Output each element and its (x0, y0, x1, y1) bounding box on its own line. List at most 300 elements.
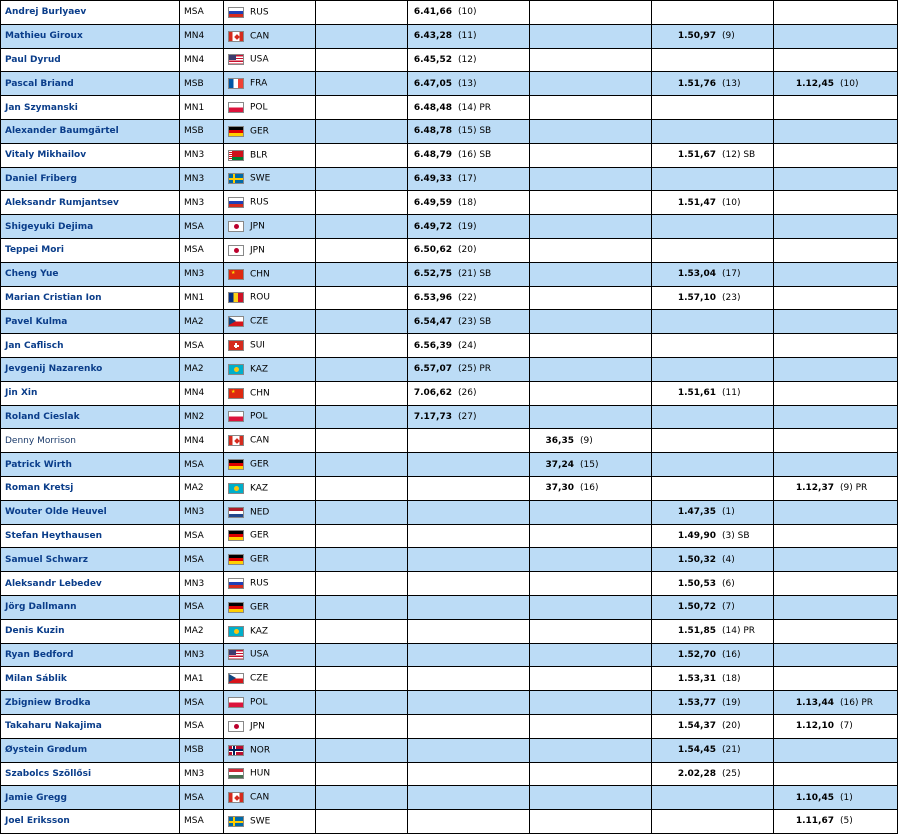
time-value: 1.47,35 (677, 507, 716, 518)
country-cell (224, 357, 316, 381)
time-cell-2 (530, 595, 652, 619)
country-cell (224, 48, 316, 72)
time-cell-2 (530, 476, 652, 500)
pol-flag-icon (228, 411, 244, 422)
time-cell-4 (774, 643, 898, 667)
empty-cell (316, 48, 408, 72)
ger-flag-icon (228, 554, 244, 565)
class-cell (180, 96, 224, 120)
time-cell-2 (530, 215, 652, 239)
time-cell-3 (652, 143, 774, 167)
time-cell-1 (408, 357, 530, 381)
time-cell-3 (652, 24, 774, 48)
time-cell-4 (774, 96, 898, 120)
usa-flag-icon (228, 54, 244, 65)
time-value: 1.50,97 (677, 31, 716, 42)
time-cell-1 (408, 215, 530, 239)
table-row (1, 405, 898, 429)
athlete-name-cell (1, 619, 180, 643)
time-value: 36,35 (545, 435, 574, 446)
country-cell (224, 167, 316, 191)
country-cell (224, 738, 316, 762)
country-cell (224, 714, 316, 738)
empty-cell (316, 548, 408, 572)
time-value: 1.53,04 (677, 269, 716, 280)
time-cell-3 (652, 500, 774, 524)
class-cell (180, 810, 224, 834)
athlete-name-cell (1, 286, 180, 310)
time-cell-1 (408, 238, 530, 262)
rank-note: (7) (840, 721, 853, 732)
athlete-name-link[interactable]: Roman Kretsj (5, 483, 74, 494)
athlete-name-link[interactable]: Zbigniew Brodka (5, 697, 91, 708)
table-row (1, 762, 898, 786)
class-label: MN1 (184, 292, 205, 303)
athlete-name-link[interactable]: Samuel Schwarz (5, 554, 88, 565)
athlete-name-cell (1, 191, 180, 215)
rank-note: (15) SB (458, 126, 492, 137)
athlete-name-cell (1, 643, 180, 667)
time-cell-4 (774, 381, 898, 405)
class-cell (180, 714, 224, 738)
table-row (1, 572, 898, 596)
empty-cell (316, 524, 408, 548)
time-value: 1.50,32 (677, 554, 716, 565)
time-cell-1 (408, 143, 530, 167)
time-cell-2 (530, 762, 652, 786)
time-cell-2 (530, 310, 652, 334)
athlete-name-link[interactable]: Shigeyuki Dejima (5, 221, 94, 232)
country-cell (224, 619, 316, 643)
rank-note: (13) (458, 78, 477, 89)
rank-note: (7) (722, 602, 735, 613)
country-code: CAN (250, 435, 270, 446)
time-cell-4 (774, 119, 898, 143)
athlete-name-link[interactable]: Wouter Olde Heuvel (5, 507, 107, 518)
class-label: MA2 (184, 626, 204, 637)
time-cell-2 (530, 429, 652, 453)
athlete-name-link[interactable]: Aleksandr Lebedev (5, 578, 102, 589)
rank-note: (21) (722, 745, 741, 756)
country-code: RUS (250, 7, 269, 18)
time-cell-1 (408, 48, 530, 72)
time-cell-3 (652, 786, 774, 810)
class-cell (180, 524, 224, 548)
country-code: SWE (250, 173, 271, 184)
rank-note: (24) (458, 340, 477, 351)
country-code: GER (250, 530, 269, 541)
time-value: 1.57,10 (677, 292, 716, 303)
results-table-body (1, 1, 898, 834)
sui-flag-icon (228, 340, 244, 351)
athlete-name-link[interactable]: Denny Morrison (5, 435, 76, 446)
time-cell-2 (530, 286, 652, 310)
empty-cell (316, 453, 408, 477)
class-cell (180, 595, 224, 619)
athlete-name-cell (1, 405, 180, 429)
time-cell-2 (530, 548, 652, 572)
class-label: MN3 (184, 150, 205, 161)
pol-flag-icon (228, 697, 244, 708)
country-cell (224, 691, 316, 715)
athlete-name-link[interactable]: Takaharu Nakajima (5, 721, 102, 732)
table-row (1, 691, 898, 715)
athlete-name-link[interactable]: Roland Cieslak (5, 411, 80, 422)
country-cell (224, 334, 316, 358)
time-cell-3 (652, 357, 774, 381)
cze-flag-icon (228, 316, 244, 327)
empty-cell (316, 405, 408, 429)
time-cell-4 (774, 1, 898, 25)
jpn-flag-icon (228, 245, 244, 256)
country-cell (224, 143, 316, 167)
class-cell (180, 381, 224, 405)
time-cell-3 (652, 643, 774, 667)
time-cell-1 (408, 762, 530, 786)
class-label: MN3 (184, 768, 205, 779)
empty-cell (316, 24, 408, 48)
athlete-name-link[interactable]: Jamie Gregg (5, 792, 67, 803)
time-cell-2 (530, 262, 652, 286)
country-code: CHN (250, 388, 270, 399)
athlete-name-link[interactable]: Teppei Mori (5, 245, 64, 256)
class-label: MSA (184, 221, 204, 232)
empty-cell (316, 262, 408, 286)
time-cell-1 (408, 476, 530, 500)
time-cell-2 (530, 786, 652, 810)
country-cell (224, 215, 316, 239)
class-label: MN1 (184, 102, 205, 113)
chn-flag-icon: ★ (228, 388, 244, 399)
class-cell (180, 548, 224, 572)
time-cell-2 (530, 381, 652, 405)
athlete-name-cell (1, 476, 180, 500)
time-value: 1.13,44 (795, 697, 834, 708)
class-label: MSA (184, 554, 204, 565)
athlete-name-cell (1, 1, 180, 25)
time-cell-4 (774, 48, 898, 72)
table-row (1, 24, 898, 48)
time-cell-2 (530, 167, 652, 191)
athlete-name-link[interactable]: Øystein Grødum (5, 745, 88, 756)
time-cell-3 (652, 714, 774, 738)
empty-cell (316, 667, 408, 691)
time-cell-3 (652, 262, 774, 286)
time-value: 37,30 (545, 483, 574, 494)
athlete-name-link[interactable]: Cheng Yue (5, 269, 59, 280)
time-cell-4 (774, 334, 898, 358)
time-cell-4 (774, 667, 898, 691)
country-cell (224, 810, 316, 834)
athlete-name-link[interactable]: Paul Dyrud (5, 54, 61, 65)
time-value: 6.48,48 (413, 102, 452, 113)
time-cell-1 (408, 643, 530, 667)
pol-flag-icon (228, 102, 244, 113)
time-cell-1 (408, 167, 530, 191)
class-cell (180, 738, 224, 762)
country-code: JPN (250, 221, 265, 232)
time-value: 1.51,76 (677, 78, 716, 89)
time-value: 6.41,66 (413, 7, 452, 18)
time-value: 7.06,62 (413, 388, 452, 399)
athlete-name-cell (1, 334, 180, 358)
empty-cell (316, 167, 408, 191)
athlete-name-cell (1, 762, 180, 786)
class-cell (180, 453, 224, 477)
athlete-name-cell (1, 357, 180, 381)
empty-cell (316, 286, 408, 310)
athlete-name-link[interactable]: Denis Kuzin (5, 626, 65, 637)
time-cell-2 (530, 643, 652, 667)
rank-note: (23) SB (458, 316, 492, 327)
empty-cell (316, 143, 408, 167)
country-code: CAN (250, 31, 270, 42)
rank-note: (10) (722, 197, 741, 208)
rank-note: (17) (458, 173, 477, 184)
time-value: 1.10,45 (795, 792, 834, 803)
athlete-name-link[interactable]: Joel Eriksson (5, 816, 70, 827)
athlete-name-cell (1, 738, 180, 762)
country-cell (224, 429, 316, 453)
time-cell-4 (774, 691, 898, 715)
time-cell-2 (530, 714, 652, 738)
table-row (1, 357, 898, 381)
time-cell-3 (652, 572, 774, 596)
hun-flag-icon (228, 768, 244, 779)
country-code: KAZ (250, 364, 269, 375)
athlete-name-link[interactable]: Jan Szymanski (5, 102, 78, 113)
country-cell (224, 548, 316, 572)
class-label: MSA (184, 697, 204, 708)
athlete-name-cell (1, 262, 180, 286)
time-cell-2 (530, 143, 652, 167)
country-cell (224, 643, 316, 667)
athlete-name-link[interactable]: Vitaly Mikhailov (5, 150, 87, 161)
time-cell-2 (530, 119, 652, 143)
time-cell-3 (652, 215, 774, 239)
empty-cell (316, 310, 408, 334)
time-cell-3 (652, 48, 774, 72)
country-cell (224, 96, 316, 120)
time-cell-3 (652, 334, 774, 358)
time-cell-2 (530, 810, 652, 834)
can-flag-icon (228, 435, 244, 446)
time-cell-2 (530, 191, 652, 215)
country-cell (224, 572, 316, 596)
table-row (1, 72, 898, 96)
athlete-name-cell (1, 381, 180, 405)
table-row (1, 215, 898, 239)
rank-note: (5) (840, 816, 853, 827)
country-code: GER (250, 554, 269, 565)
time-value: 6.52,75 (413, 269, 452, 280)
empty-cell (316, 72, 408, 96)
time-cell-2 (530, 738, 652, 762)
time-value: 1.12,37 (795, 483, 834, 494)
time-value: 1.11,67 (795, 816, 834, 827)
time-cell-1 (408, 310, 530, 334)
athlete-name-link[interactable]: Alexander Baumgärtel (5, 126, 119, 137)
jpn-flag-icon (228, 721, 244, 732)
table-row (1, 167, 898, 191)
time-cell-1 (408, 286, 530, 310)
rank-note: (16) (580, 483, 599, 494)
time-cell-3 (652, 286, 774, 310)
rank-note: (10) (840, 78, 859, 89)
athlete-name-cell (1, 572, 180, 596)
table-row (1, 238, 898, 262)
time-cell-1 (408, 405, 530, 429)
table-row (1, 810, 898, 834)
athlete-name-link[interactable]: Pascal Briand (5, 78, 74, 89)
time-cell-2 (530, 72, 652, 96)
athlete-name-link[interactable]: Patrick Wirth (5, 459, 72, 470)
athlete-name-link[interactable]: Jin Xin (5, 388, 38, 399)
class-cell (180, 191, 224, 215)
country-code: CZE (250, 316, 269, 327)
time-value: 1.53,31 (677, 673, 716, 684)
class-label: MN3 (184, 649, 205, 660)
time-cell-4 (774, 429, 898, 453)
athlete-name-cell (1, 667, 180, 691)
athlete-name-link[interactable]: Jevgenij Nazarenko (5, 364, 103, 375)
class-cell (180, 405, 224, 429)
time-value: 2.02,28 (677, 768, 716, 779)
rank-note: (11) (722, 388, 741, 399)
athlete-name-link[interactable]: Jan Caflisch (5, 340, 64, 351)
country-code: GER (250, 459, 269, 470)
class-cell (180, 357, 224, 381)
class-label: MN3 (184, 197, 205, 208)
athlete-name-cell (1, 48, 180, 72)
table-row (1, 595, 898, 619)
time-cell-4 (774, 357, 898, 381)
rank-note: (15) (580, 459, 599, 470)
time-cell-1 (408, 72, 530, 96)
rank-note: (27) (458, 411, 477, 422)
country-code: HUN (250, 768, 271, 779)
athlete-name-link[interactable]: Milan Sáblik (5, 673, 67, 684)
rank-note: (9) (580, 435, 593, 446)
class-cell (180, 167, 224, 191)
athlete-name-link[interactable]: Aleksandr Rumjantsev (5, 197, 119, 208)
rank-note: (12) (458, 54, 477, 65)
fra-flag-icon (228, 78, 244, 89)
ger-flag-icon (228, 530, 244, 541)
time-value: 1.53,77 (677, 697, 716, 708)
time-cell-4 (774, 453, 898, 477)
table-row (1, 48, 898, 72)
country-code: JPN (250, 721, 265, 732)
athlete-name-link[interactable]: Mathieu Giroux (5, 31, 83, 42)
class-label: MN3 (184, 578, 205, 589)
class-cell (180, 762, 224, 786)
chn-flag-icon: ★ (228, 269, 244, 280)
time-cell-1 (408, 381, 530, 405)
time-value: 6.54,47 (413, 316, 452, 327)
time-cell-4 (774, 215, 898, 239)
class-label: MSB (184, 78, 204, 89)
time-cell-4 (774, 143, 898, 167)
country-code: RUS (250, 578, 269, 589)
time-cell-1 (408, 334, 530, 358)
class-label: MSA (184, 792, 204, 803)
athlete-name-link[interactable]: Ryan Bedford (5, 649, 74, 660)
time-cell-1 (408, 96, 530, 120)
athlete-name-cell (1, 310, 180, 334)
country-code: NED (250, 507, 270, 518)
kaz-flag-icon (228, 364, 244, 375)
rank-note: (16) PR (840, 697, 874, 708)
time-cell-2 (530, 691, 652, 715)
time-cell-1 (408, 453, 530, 477)
athlete-name-link[interactable]: Pavel Kulma (5, 316, 68, 327)
athlete-name-cell (1, 119, 180, 143)
rank-note: (3) SB (722, 530, 750, 541)
class-cell (180, 667, 224, 691)
time-cell-3 (652, 167, 774, 191)
time-value: 6.43,28 (413, 31, 452, 42)
country-code: USA (250, 54, 269, 65)
country-code: ROU (250, 292, 270, 303)
time-cell-4 (774, 762, 898, 786)
time-cell-3 (652, 1, 774, 25)
rank-note: (14) PR (458, 102, 492, 113)
time-cell-1 (408, 738, 530, 762)
table-row (1, 381, 898, 405)
country-code: POL (250, 411, 268, 422)
time-cell-3 (652, 595, 774, 619)
empty-cell (316, 691, 408, 715)
class-label: MN3 (184, 269, 205, 280)
rank-note: (18) (722, 673, 741, 684)
time-cell-3 (652, 238, 774, 262)
empty-cell (316, 119, 408, 143)
country-cell (224, 786, 316, 810)
country-cell (224, 1, 316, 25)
athlete-name-link[interactable]: Szabolcs Szöllősi (5, 768, 92, 779)
class-label: MSB (184, 745, 204, 756)
athlete-name-link[interactable]: Stefan Heythausen (5, 530, 102, 541)
time-value: 1.50,72 (677, 602, 716, 613)
time-value: 6.48,79 (413, 150, 452, 161)
empty-cell (316, 215, 408, 239)
athlete-name-link[interactable]: Daniel Friberg (5, 173, 77, 184)
athlete-name-cell (1, 810, 180, 834)
athlete-name-link[interactable]: Marian Cristian Ion (5, 292, 102, 303)
time-cell-1 (408, 619, 530, 643)
rank-note: (1) (722, 507, 735, 518)
athlete-name-cell (1, 238, 180, 262)
usa-flag-icon (228, 649, 244, 660)
class-label: MSA (184, 7, 204, 18)
time-cell-1 (408, 572, 530, 596)
country-cell (224, 762, 316, 786)
blr-flag-icon (228, 150, 244, 161)
table-row (1, 524, 898, 548)
athlete-name-link[interactable]: Jörg Dallmann (5, 602, 77, 613)
time-cell-4 (774, 72, 898, 96)
class-label: MN4 (184, 54, 205, 65)
athlete-name-link[interactable]: Andrej Burlyaev (5, 7, 87, 18)
time-cell-2 (530, 238, 652, 262)
time-cell-1 (408, 500, 530, 524)
time-cell-4 (774, 714, 898, 738)
time-cell-4 (774, 595, 898, 619)
rank-note: (23) (722, 292, 741, 303)
class-label: MN3 (184, 507, 205, 518)
time-cell-1 (408, 1, 530, 25)
